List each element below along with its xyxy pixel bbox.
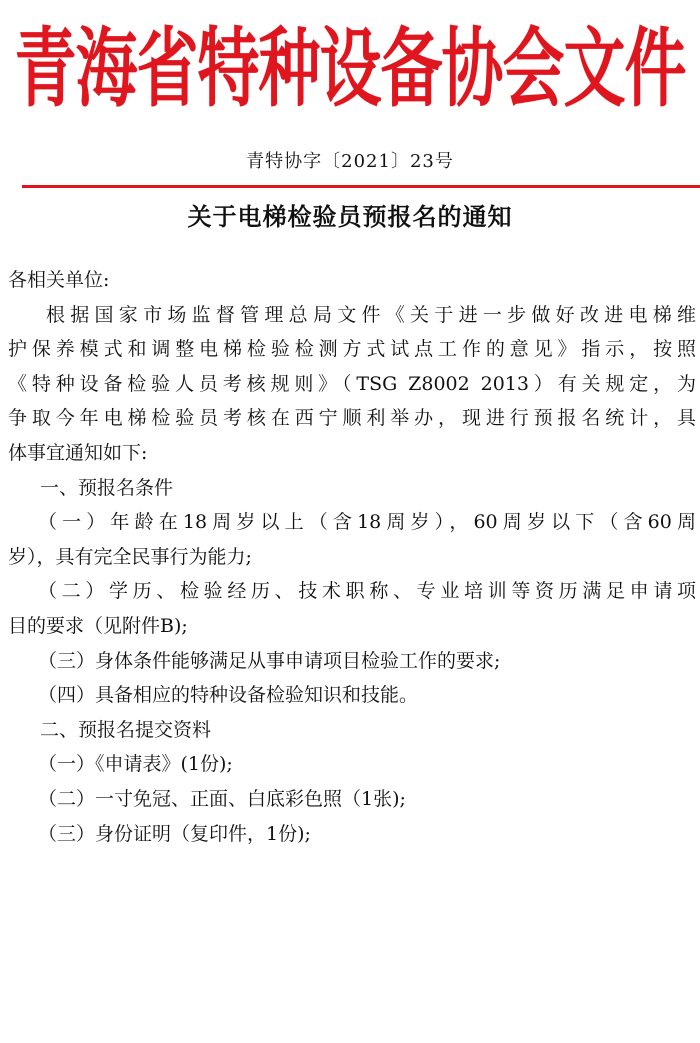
material-item: （二）一寸免冠、正面、白底彩色照（1张); [38, 787, 406, 810]
intro-line: 《特种设备检验人员考核规则》（TSG Z8002 2013）有关规定，为 [8, 372, 696, 395]
material-item: （一）《申请表》(1份); [38, 753, 233, 776]
condition-item: （一）年龄在18周岁以上（含18周岁），60周岁以下（含60周 [38, 511, 696, 534]
condition-item: （三）身体条件能够满足从事申请项目检验工作的要求; [38, 649, 501, 672]
condition-item-continued: 岁），具有完全民事行为能力; [8, 545, 252, 568]
organization-title: 青海省特种设备协会文件 [14, 17, 686, 119]
notice-title: 关于电梯检验员预报名的通知 [187, 202, 513, 231]
document-number: 青特协字〔2021〕23号 [246, 151, 454, 172]
red-header [0, 14, 700, 124]
intro-line: 争取今年电梯检验员考核在西宁顺利举办，现进行预报名统计，具 [8, 407, 696, 430]
salutation: 各相关单位: [8, 269, 110, 291]
intro-line: 根据国家市场监督管理总局文件《关于进一步做好改进电梯维 [46, 303, 696, 326]
condition-item: （四）具备相应的特种设备检验知识和技能。 [38, 684, 419, 707]
notice-body [8, 263, 696, 851]
section-heading: 一、预报名条件 [40, 476, 174, 499]
condition-item-continued: 目的要求（见附件B); [8, 614, 188, 637]
intro-line: 体事宜通知如下: [8, 441, 148, 464]
intro-line: 护保养模式和调整电梯检验检测方式试点工作的意见》指示，按照 [8, 338, 696, 361]
red-divider-line [22, 185, 700, 188]
section-heading: 二、预报名提交资料 [40, 718, 212, 741]
material-item: （三）身份证明（复印件，1份); [38, 822, 311, 845]
condition-item: （二）学历、检验经历、技术职称、专业培训等资历满足申请项 [38, 580, 696, 603]
